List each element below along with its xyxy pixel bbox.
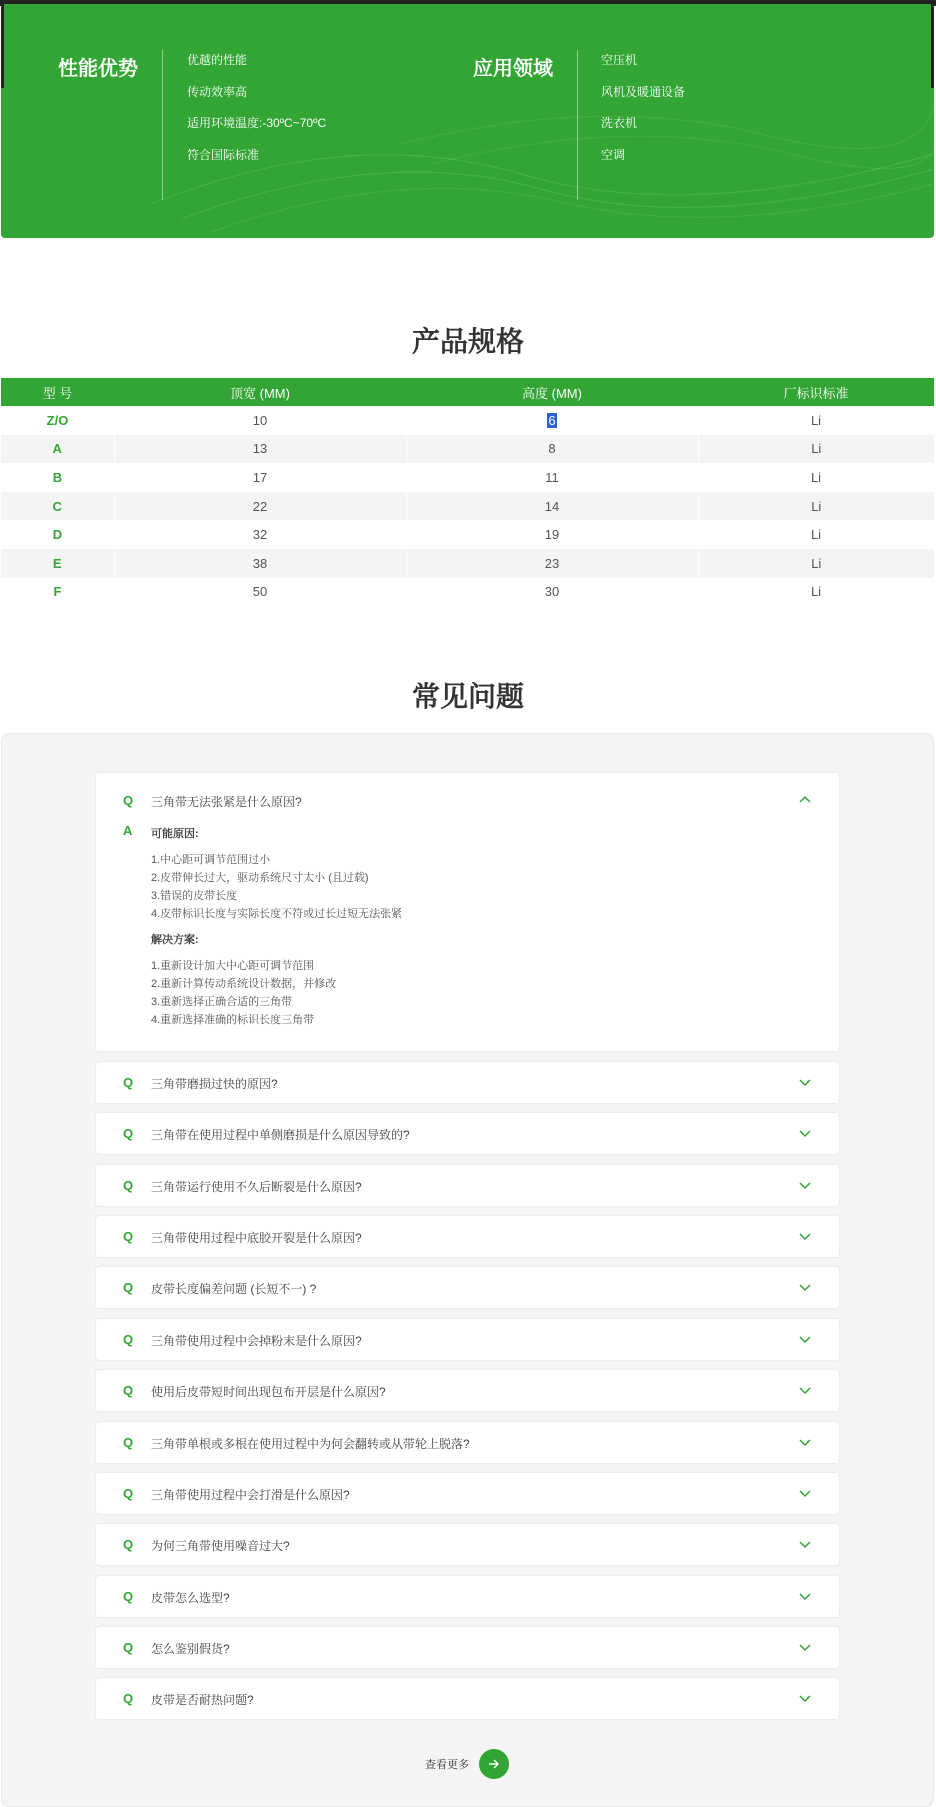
width-cell: 22 — [114, 492, 406, 521]
hero-left-title: 性能优势 — [58, 58, 138, 80]
chevron-down-icon[interactable] — [799, 1233, 811, 1241]
height-cell — [406, 406, 698, 435]
view-more-button[interactable] — [479, 1749, 509, 1779]
table-row — [1, 492, 934, 521]
faq-question[interactable]: 为何三角带使用噪音过大? — [151, 1539, 290, 1553]
hero-left-item: 适用环境温度:-30ºC~70ºC — [187, 116, 327, 131]
chevron-down-icon[interactable] — [799, 1490, 811, 1498]
chevron-down-icon[interactable] — [799, 1336, 811, 1344]
standard-cell: Li — [698, 549, 934, 578]
faq-question[interactable]: 怎么鉴别假货? — [151, 1642, 230, 1656]
spec-header-row — [1, 378, 934, 406]
hero-right-item: 风机及暖通设备 — [601, 84, 686, 99]
standard-cell: Li — [698, 435, 934, 464]
faq-title: 常见问题 — [411, 681, 524, 712]
model-cell: F — [53, 584, 62, 600]
chevron-down-icon[interactable] — [799, 1284, 811, 1292]
faq-item[interactable] — [95, 1061, 840, 1104]
chevron-down-icon[interactable] — [799, 1644, 811, 1652]
selected-text[interactable]: 6 — [548, 412, 556, 428]
faq-item[interactable] — [95, 1112, 840, 1155]
table-row — [1, 578, 934, 607]
chevron-down-icon[interactable] — [799, 1439, 811, 1447]
answer-line: 4.皮带标识长度与实际长度不符或过长过短无法张紧 — [151, 908, 403, 920]
answer-line: 2.皮带伸长过大，驱动系统尺寸太小 (且过载) — [151, 872, 369, 884]
answer-line: 4.重新选择准确的标识长度三角带 — [151, 1014, 315, 1026]
table-row — [1, 549, 934, 578]
height-cell: 23 — [406, 549, 698, 578]
hero-wave-pattern — [1, 4, 934, 238]
spec-header-cell: 顶宽 (MM) — [114, 378, 406, 406]
height-cell: 19 — [544, 527, 560, 543]
hero-left-item: 优越的性能 — [187, 53, 248, 67]
faq-q-marker: Q — [123, 1589, 134, 1604]
faq-item[interactable] — [95, 1266, 840, 1309]
faq-item[interactable] — [95, 1523, 840, 1566]
faq-q-marker: Q — [123, 1280, 134, 1295]
faq-q-marker: Q — [123, 1332, 134, 1347]
answer-line: 1.中心距可调节范围过小 — [151, 854, 271, 866]
answer-line: 3.重新选择正确合适的三角带 — [151, 996, 293, 1008]
faq-question[interactable]: 皮带是否耐热问题? — [151, 1693, 254, 1707]
chevron-down-icon[interactable] — [799, 1387, 811, 1395]
height-cell: 11 — [545, 469, 559, 485]
faq-item[interactable] — [95, 1164, 840, 1207]
spec-title: 产品规格 — [411, 326, 524, 357]
faq-question[interactable]: 三角带单根或多根在使用过程中为何会翻转或从带轮上脱落? — [151, 1437, 470, 1451]
faq-q-marker: Q — [123, 1178, 134, 1193]
width-cell: 17 — [252, 469, 268, 485]
chevron-down-icon[interactable] — [799, 1130, 811, 1138]
faq-q-marker: Q — [123, 1486, 134, 1501]
height-cell: 14 — [406, 492, 698, 521]
width-cell: 38 — [114, 549, 406, 578]
faq-question[interactable]: 三角带使用过程中底胶开裂是什么原因? — [151, 1231, 362, 1245]
faq-question[interactable]: 三角带在使用过程中单侧磨损是什么原因导致的? — [151, 1128, 410, 1142]
faq-q-marker: Q — [123, 1435, 134, 1450]
faq-question[interactable]: 三角带无法张紧是什么原因? — [151, 795, 302, 809]
faq-question[interactable]: 三角带磨损过快的原因? — [151, 1077, 278, 1091]
hero-right-divider — [577, 50, 578, 200]
table-row — [1, 463, 934, 492]
faq-answer — [151, 825, 402, 1029]
answer-line: 3.错误的皮带长度 — [151, 890, 238, 902]
hero-right-title: 应用领域 — [473, 58, 553, 80]
hero-banner — [1, 4, 934, 238]
chevron-down-icon[interactable] — [799, 1541, 811, 1549]
faq-question[interactable]: 三角带运行使用不久后断裂是什么原因? — [151, 1180, 362, 1194]
hero-right-list — [601, 51, 685, 178]
faq-item[interactable] — [95, 1472, 840, 1515]
standard-cell: Li — [810, 469, 822, 485]
answer-cause-head: 可能原因: — [151, 828, 199, 840]
faq-q-marker: Q — [123, 1691, 134, 1706]
faq-q-marker: Q — [123, 793, 134, 808]
faq-question[interactable]: 使用后皮带短时间出现包布开层是什么原因? — [151, 1385, 386, 1399]
model-cell: E — [1, 549, 114, 578]
model-cell: Z/O — [46, 412, 69, 428]
model-cell: B — [52, 469, 63, 485]
faq-q-marker: Q — [123, 1126, 134, 1141]
answer-solution-head: 解决方案: — [151, 934, 199, 946]
hero-left-item: 传动效率高 — [187, 84, 248, 99]
faq-q-marker: Q — [123, 1229, 134, 1244]
answer-line: 2.重新计算传动系统设计数据，并修改 — [151, 978, 337, 990]
spec-table — [1, 378, 934, 606]
chevron-down-icon[interactable] — [799, 1079, 811, 1087]
faq-q-marker: Q — [123, 1537, 134, 1552]
hero-right-item: 洗衣机 — [601, 116, 638, 131]
faq-question[interactable]: 三角带使用过程中会掉粉末是什么原因? — [151, 1334, 362, 1348]
width-cell: 32 — [252, 527, 268, 543]
faq-item[interactable] — [95, 1626, 840, 1669]
chevron-down-icon[interactable] — [799, 1593, 811, 1601]
hero-left-divider — [162, 50, 163, 200]
faq-question[interactable]: 皮带长度偏差问题 (长短不一) ? — [151, 1282, 317, 1296]
width-cell: 50 — [252, 584, 268, 600]
faq-question[interactable]: 三角带使用过程中会打滑是什么原因? — [151, 1488, 350, 1502]
answer-line: 1.重新设计加大中心距可调节范围 — [151, 960, 315, 972]
chevron-down-icon[interactable] — [799, 1182, 811, 1190]
chevron-up-icon[interactable] — [799, 795, 811, 803]
faq-a-marker: A — [123, 823, 133, 838]
width-cell: 13 — [114, 435, 406, 464]
height-cell: 30 — [544, 584, 560, 600]
faq-item-open — [95, 772, 840, 1052]
standard-cell: Li — [810, 412, 822, 428]
table-row — [1, 520, 934, 549]
height-cell: 8 — [406, 435, 698, 464]
spec-header-cell: 厂标识标准 — [698, 378, 934, 406]
spec-header-cell: 型 号 — [1, 378, 114, 406]
width-cell: 10 — [252, 412, 268, 428]
table-row — [1, 435, 934, 464]
spec-header-cell: 高度 (MM) — [406, 378, 698, 406]
hero-left-list — [187, 51, 326, 178]
faq-item[interactable] — [95, 1318, 840, 1361]
faq-q-marker: Q — [123, 1075, 134, 1090]
hero-right-item: 空压机 — [601, 53, 638, 67]
standard-cell: Li — [810, 527, 822, 543]
model-cell: D — [52, 527, 63, 543]
standard-cell: Li — [810, 584, 822, 600]
model-cell: C — [1, 492, 114, 521]
faq-item[interactable] — [95, 1575, 840, 1618]
chevron-down-icon[interactable] — [799, 1695, 811, 1703]
view-more-label[interactable]: 查看更多 — [425, 1759, 469, 1771]
faq-item[interactable] — [95, 1421, 840, 1464]
faq-item[interactable] — [95, 1677, 840, 1720]
standard-cell: Li — [698, 492, 934, 521]
hero-left-item: 符合国际标准 — [187, 148, 260, 163]
faq-item[interactable] — [95, 1215, 840, 1258]
table-row — [1, 406, 934, 435]
faq-question[interactable]: 皮带怎么选型? — [151, 1591, 230, 1605]
view-more-link[interactable] — [425, 1749, 509, 1779]
faq-q-marker: Q — [123, 1383, 134, 1398]
hero-right-item: 空调 — [601, 148, 626, 163]
model-cell: A — [1, 435, 114, 464]
arrow-right-icon — [488, 1759, 500, 1769]
faq-q-marker: Q — [123, 1640, 134, 1655]
faq-item[interactable] — [95, 1369, 840, 1412]
